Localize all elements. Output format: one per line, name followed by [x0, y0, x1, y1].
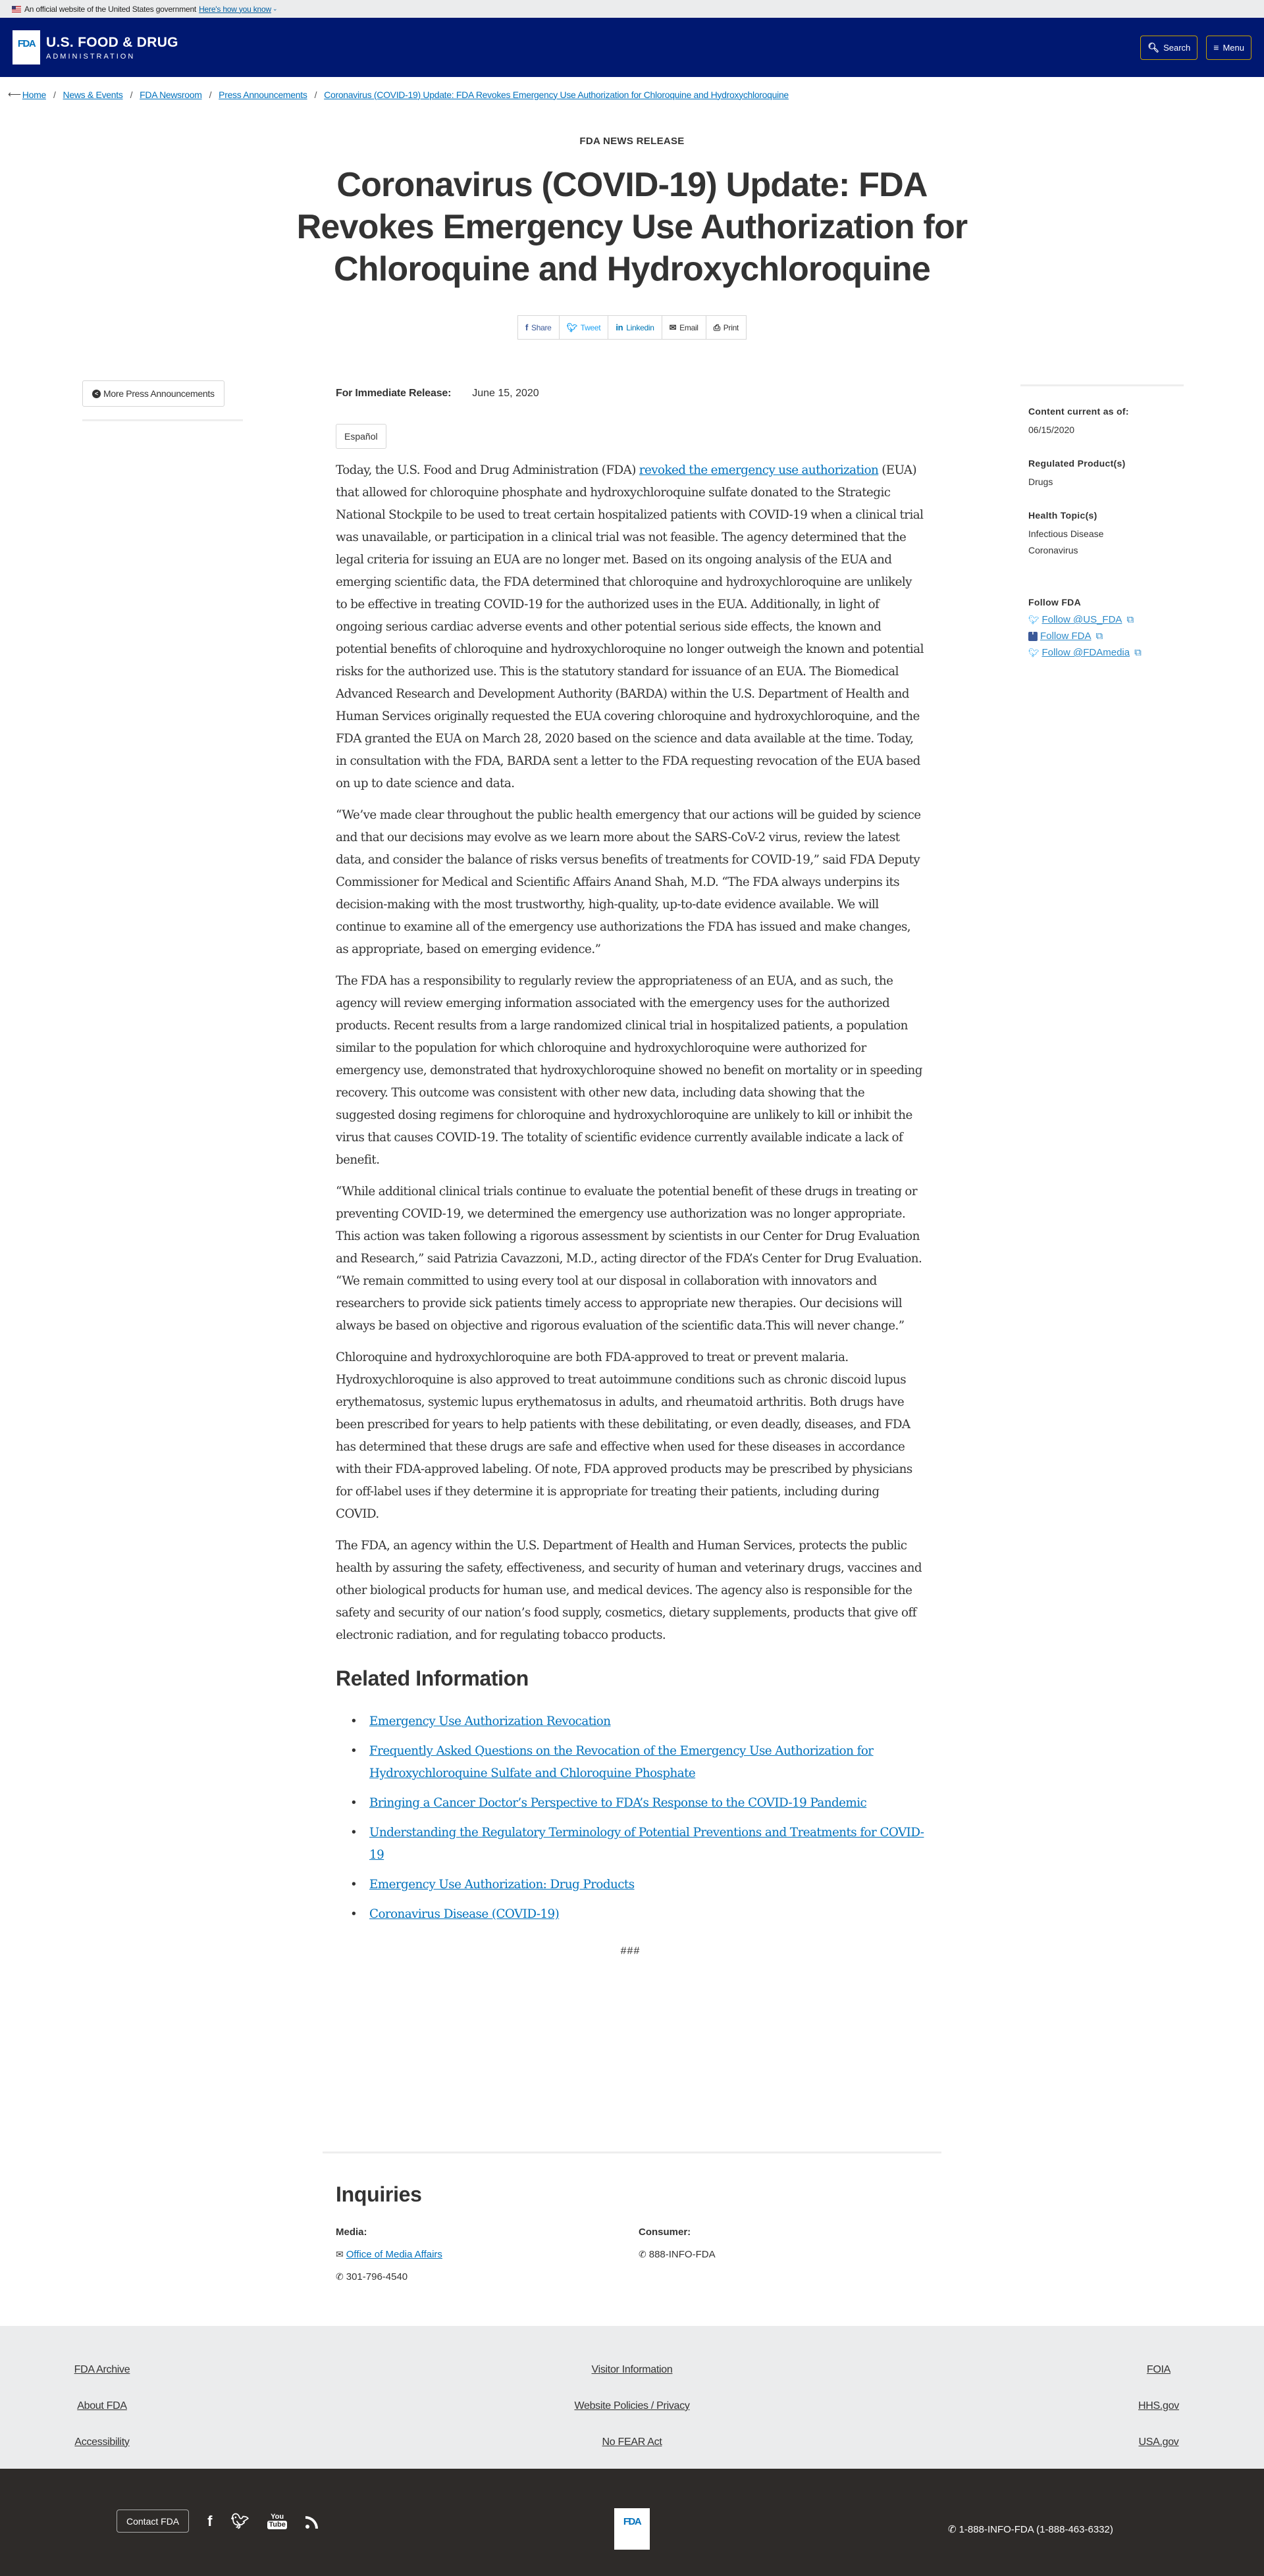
chevron-down-icon: ⌄ — [272, 5, 278, 12]
breadcrumb-press-announcements[interactable]: Press Announcements — [219, 89, 307, 100]
paragraph-1-start: Today, the U.S. Food and Drug Administration (FDA) — [336, 463, 639, 477]
footer-link-usa-gov[interactable]: USA.gov — [1138, 2436, 1179, 2448]
breadcrumb-separator: / — [314, 89, 317, 100]
youtube-icon[interactable] — [267, 2513, 286, 2529]
youtube-icon-bottom: Tube — [269, 2520, 286, 2529]
share-email-button[interactable] — [662, 316, 706, 339]
media-phone: 301-796-4540 — [346, 2271, 408, 2282]
external-link-icon: ⧉ — [1134, 647, 1142, 658]
facebook-icon: f — [525, 322, 529, 332]
consumer-inquiries — [639, 2227, 941, 2282]
share-email-label: Email — [679, 322, 698, 332]
list-item — [336, 1822, 925, 1867]
office-of-media-affairs-link[interactable]: Office of Media Affairs — [346, 2249, 442, 2260]
twitter-icon: 🐦︎ — [1028, 615, 1040, 625]
breadcrumb-news-events[interactable]: News & Events — [63, 89, 123, 100]
fda-logo: FDA — [13, 30, 40, 64]
breadcrumb-separator: / — [130, 89, 133, 100]
youtube-icon-top: You — [271, 2512, 284, 2521]
content-current-value: 06/15/2020 — [1028, 425, 1075, 435]
breadcrumb-fda-newsroom[interactable]: FDA Newsroom — [140, 89, 202, 100]
related-link[interactable]: Emergency Use Authorization: Drug Products — [369, 1878, 635, 1892]
envelope-icon: ✉ — [336, 2249, 344, 2259]
article-body — [336, 380, 925, 1957]
footer-link-website-policies[interactable]: Website Policies / Privacy — [574, 2400, 690, 2411]
fda-home-logo[interactable] — [13, 30, 178, 64]
linkedin-icon: in — [616, 322, 623, 332]
printer-icon: ⎙ — [713, 322, 720, 332]
share-facebook-label: Share — [531, 322, 552, 332]
arrow-circle-left-icon: < — [92, 390, 101, 398]
share-twitter-label: Tweet — [580, 322, 601, 332]
site-header — [0, 18, 1264, 77]
gov-banner — [0, 0, 1264, 18]
related-link[interactable]: Emergency Use Authorization Revocation — [369, 1714, 611, 1728]
menu-button[interactable] — [1206, 36, 1251, 60]
related-link[interactable]: Understanding the Regulatory Terminology of Potential Preventions and Treatments for COVID-19 — [369, 1826, 924, 1862]
related-link[interactable]: Bringing a Cancer Doctor’s Perspective to FDA’s Response to the COVID-19 Pandemic — [369, 1796, 867, 1810]
footer-bottom — [0, 2469, 1264, 2576]
footer-phone-number: 1-888-INFO-FDA (1-888-463-6332) — [959, 2523, 1113, 2535]
divider — [323, 2151, 941, 2153]
list-item — [336, 1711, 925, 1733]
footer-link-no-fear-act[interactable]: No FEAR Act — [602, 2436, 662, 2448]
release-date: June 15, 2020 — [472, 388, 539, 399]
us-flag-icon — [12, 6, 21, 13]
menu-label: Menu — [1223, 42, 1244, 53]
release-label: For Immediate Release: — [336, 388, 452, 399]
news-release-kicker: FDA NEWS RELEASE — [579, 136, 685, 147]
hamburger-icon: ≡ — [1213, 42, 1219, 53]
consumer-phone: 888-INFO-FDA — [648, 2249, 716, 2260]
footer-link-fda-archive[interactable]: FDA Archive — [74, 2363, 130, 2375]
left-sidebar — [82, 380, 243, 421]
paragraph-3: The FDA has a responsibility to regularly review the appropriateness of an EUA, and as such, the agency will review emerging information associated with the emergency uses for the authorized products. Recent results from a large randomized clinical trial in hospitalized patients, a population similar to the population for which chloroquine and hydroxychloroquine were authorized for emergency use, demonstrated that hydroxychloroquine showed no benefit on mortality or in speeding recovery. This outcome was consistent with other new data, including data showing that the suggested dosing regimens for chloroquine and hydroxychloroquine are unlikely to kill or inhibit the virus that causes COVID-19. The totality of scientific evidence currently available indicate a lack of benefit. — [336, 974, 922, 1167]
search-button[interactable] — [1140, 36, 1198, 60]
envelope-icon: ✉ — [669, 322, 677, 332]
phone-icon: ✆ — [948, 2524, 957, 2535]
phone-icon: ✆ — [336, 2271, 344, 2282]
rss-icon[interactable] — [305, 2514, 320, 2529]
breadcrumb-current-page[interactable]: Coronavirus (COVID-19) Update: FDA Revokes Emergency Use Authorization for Chloroquine and Hydroxychloroquine — [324, 89, 789, 100]
inquiries-heading: Inquiries — [336, 2182, 422, 2206]
health-topic: Coronavirus — [1028, 545, 1078, 555]
paragraph-1 — [336, 459, 925, 795]
list-item — [336, 1740, 925, 1785]
related-links-list — [336, 1711, 925, 1926]
more-press-announcements-button[interactable] — [82, 380, 224, 407]
brand-line2: ADMINISTRATION — [46, 52, 136, 61]
search-label: Search — [1163, 42, 1191, 53]
twitter-icon: 🐦︎ — [1028, 648, 1040, 657]
article-text — [336, 459, 925, 1647]
related-link[interactable]: Coronavirus Disease (COVID-19) — [369, 1907, 560, 1921]
share-bar — [0, 315, 1264, 340]
regulated-products-label: Regulated Product(s) — [1028, 458, 1126, 469]
release-info — [336, 388, 925, 399]
gov-banner-text: An official website of the United States government — [24, 4, 197, 14]
contact-fda-button[interactable]: Contact FDA — [117, 2510, 189, 2533]
page-title: Coronavirus (COVID-19) Update: FDA Revokes Emergency Use Authorization for Chloroquine and Hydroxychloroquine — [296, 166, 968, 288]
inquiries-section — [323, 2151, 941, 2282]
twitter-icon: 🐦︎ — [566, 322, 577, 332]
health-topics-label: Health Topic(s) — [1028, 510, 1097, 521]
breadcrumb-separator: / — [209, 89, 212, 100]
footer-link-accessibility[interactable]: Accessibility — [74, 2436, 130, 2448]
related-information-heading: Related Information — [336, 1666, 529, 1690]
back-arrow-icon: ⟵ — [8, 89, 21, 99]
print-button[interactable] — [706, 316, 746, 339]
follow-fda-facebook-link[interactable]: Follow FDA — [1040, 631, 1092, 642]
media-label: Media: — [336, 2227, 367, 2238]
share-twitter-button[interactable] — [560, 316, 609, 339]
external-link-icon: ⧉ — [1126, 614, 1134, 625]
external-link-icon: ⧉ — [1095, 631, 1103, 642]
list-item — [336, 1903, 925, 1926]
breadcrumb-separator: / — [53, 89, 56, 100]
right-sidebar — [1020, 380, 1184, 661]
heres-how-you-know-link[interactable]: Here's how you know — [199, 4, 271, 14]
footer-link-about-fda[interactable]: About FDA — [77, 2400, 127, 2411]
follow-us-fda-link[interactable]: Follow @US_FDA — [1041, 614, 1122, 625]
regulated-product: Drugs — [1028, 477, 1053, 487]
end-mark: ### — [620, 1945, 641, 1957]
footer-link-foia[interactable]: FOIA — [1146, 2363, 1171, 2375]
fda-footer-logo: FDA — [614, 2508, 650, 2550]
paragraph-5: Chloroquine and hydroxychloroquine are both FDA-approved to treat or prevent malaria. Hydroxychloroquine is also approved to treat autoimmune conditions such as chronic discoid lupus erythematosus, systemic lupus erythematosus in adults, and rheumatoid arthritis. Both drugs have been prescribed for years to help patients with these debilitating, or even deadly, diseases, and FDA has determined that these drugs are safe and effective when used for these diseases in accordance with their FDA-approved labeling. Of note, FDA approved products may be prescribed by physicians for off-label uses if they determine it is appropriate for treating their patients, including during COVID. — [336, 1351, 912, 1521]
facebook-icon[interactable]: f — [207, 2512, 213, 2529]
footer-link-visitor-information[interactable]: Visitor Information — [591, 2363, 673, 2375]
phone-icon: ✆ — [639, 2249, 646, 2259]
breadcrumb — [0, 77, 1264, 100]
brand-line1: U.S. FOOD & DRUG — [46, 34, 178, 50]
paragraph-4: “While additional clinical trials continue to evaluate the potential benefit of these drugs in treating or preventing COVID-19, we determined the emergency use authorization was no longer appropriate. This action was taken following a rigorous assessment by scientists in our Center for Drug Evaluation and Research,” said Patrizia Cavazzoni, M.D., acting director of the FDA’s Center for Drug Evaluation. “We remain committed to using every tool at our disposal in collaboration with innovators and researchers to provide sick patients timely access to appropriate new therapies. Our decisions will always be based on objective and rigorous evaluation of the scientific data.This will never change.” — [336, 1185, 922, 1333]
follow-fdamedia-link[interactable]: Follow @FDAmedia — [1041, 647, 1130, 658]
content-current-label: Content current as of: — [1028, 406, 1129, 417]
list-item — [336, 1874, 925, 1896]
footer-link-hhs[interactable]: HHS.gov — [1138, 2400, 1179, 2411]
footer-phone — [948, 2523, 1113, 2535]
search-icon: 🔍︎ — [1147, 41, 1160, 53]
print-label: Print — [723, 322, 739, 332]
media-inquiries — [336, 2227, 639, 2282]
consumer-label: Consumer: — [639, 2227, 691, 2238]
share-linkedin-button[interactable] — [608, 316, 662, 339]
paragraph-6: The FDA, an agency within the U.S. Department of Health and Human Services, protects the public health by assuring the safety, effectiveness, and security of human and veterinary drugs, vaccines and other biological products for human use, and medical devices. The agency also is responsible for the safety and security of our nation’s food supply, cosmetics, dietary supplements, products that give off electronic radiation, and for regulating tobacco products. — [336, 1539, 922, 1642]
related-link[interactable]: Frequently Asked Questions on the Revocation of the Emergency Use Authorization for Hydroxychloroquine Sulfate and Chloroquine Phosphate — [369, 1744, 874, 1780]
breadcrumb-home[interactable]: Home — [22, 89, 46, 100]
footer-links — [0, 2326, 1264, 2469]
more-press-announcements-label: More Press Announcements — [103, 388, 215, 399]
revoked-eua-link[interactable]: revoked the emergency use authorization — [639, 463, 879, 477]
twitter-icon[interactable]: 🐦︎ — [230, 2512, 250, 2529]
share-linkedin-label: Linkedin — [626, 322, 654, 332]
health-topic: Infectious Disease — [1028, 528, 1104, 539]
facebook-icon: f — [1028, 632, 1038, 641]
paragraph-2: “We’ve made clear throughout the public health emergency that our actions will be guided by science and that our decisions may evolve as we learn more about the SARS-CoV-2 virus, review the latest data, and consider the balance of risks versus benefits of treatments for COVID-19,” said FDA Deputy Commissioner for Medical and Scientific Affairs Anand Shah, M.D. “The FDA always underpins its decision-making with the most trustworthy, high-quality, up-to-date evidence available. We will continue to examine all of the emergency use authorizations the FDA has issued and make changes, as appropriate, based on emerging evidence.” — [336, 808, 921, 956]
paragraph-1-rest: (EUA) that allowed for chloroquine phosphate and hydroxychloroquine sulfate donated to the Strategic National Stockpile to be used to treat certain hospitalized patients with COVID-19 when a clinical trial was unavailable, or participation in a clinical trial was not feasible. The agency determined that the legal criteria for issuing an EUA are no longer met. Based on its ongoing analysis of the EUA and emerging scientific data, the FDA determined that chloroquine and hydroxychloroquine are unlikely to be effective in treating COVID-19 for the authorized uses in the EUA. Additionally, in light of ongoing serious cardiac adverse events and other potential serious side effects, the known and potential benefits of chloroquine and hydroxychloroquine no longer outweigh the known and potential risks for the authorized use. This is the statutory standard for issuance of an EUA. The Biomedical Advanced Research and Development Authority (BARDA) within the U.S. Department of Health and Human Services originally requested the EUA covering chloroquine and hydroxychloroquine, and the FDA granted the EUA on March 28, 2020 based on the science and data available at the time. Today, in consultation with the FDA, BARDA sent a letter to the FDA requesting revocation of the EUA based on up to date science and data. — [336, 463, 924, 790]
divider — [1020, 384, 1184, 386]
share-facebook-button[interactable] — [518, 316, 560, 339]
espanol-button[interactable]: Español — [336, 424, 386, 449]
content-layout — [0, 380, 1264, 2085]
divider — [82, 419, 243, 421]
list-item — [336, 1792, 925, 1815]
follow-fda-label: Follow FDA — [1028, 597, 1081, 607]
